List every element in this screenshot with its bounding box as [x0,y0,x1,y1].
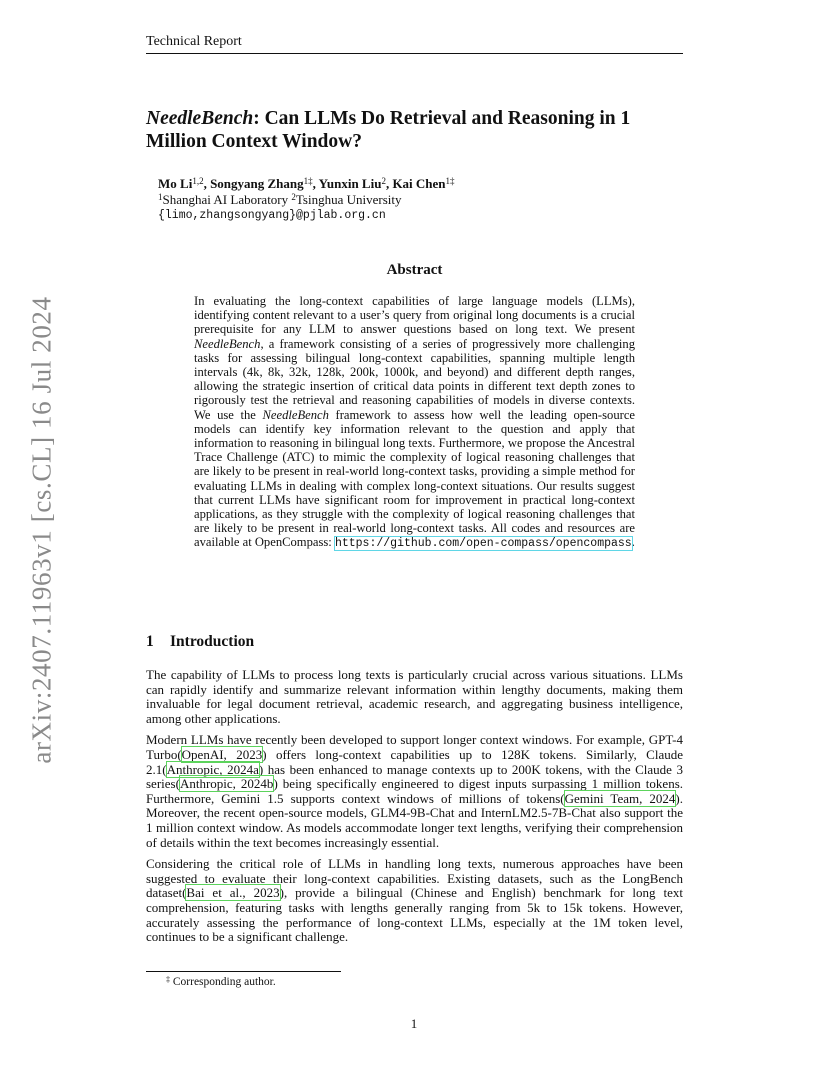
title-emph: NeedleBench [146,108,254,129]
citation-link[interactable]: Gemini Team, 2024 [564,790,676,806]
author-email: {limo,zhangsongyang}@pjlab.org.cn [158,209,386,222]
abstract-body [194,294,635,552]
abstract-emph: NeedleBench [194,336,261,351]
paper-title [146,107,691,153]
author-affil-mark: 1‡ [303,176,313,186]
author-affil-mark: 1‡ [445,176,455,186]
affiliation-1: Shanghai AI Laboratory [162,192,292,207]
intro-paragraph-3 [146,857,683,945]
section-number: 1 [146,633,154,650]
abstract-text: . [631,535,635,550]
citation-link[interactable]: Anthropic, 2024b [179,776,274,792]
section-heading [146,633,683,651]
header-rule [146,53,683,54]
intro-paragraph-1: The capability of LLMs to process long texts is particularly crucial across various situations. LLMs can rapidly identify and summarize relevant information within lengthy documents, making them invaluable for legal document retrieval, academic research, and aggregating business intelligence, among other applications. [146,667,683,726]
repo-link[interactable]: https://github.com/open-compass/opencompass [334,537,632,551]
affil-mark: 2 [291,192,296,202]
arxiv-id: arXiv:2407.11963v1 [cs.CL] 16 Jul 2024 [26,296,57,764]
author-name: Yunxin Liu [318,176,382,191]
intro-text: ) offers long-context capabilities up to 128K tokens. Similarly, Claude 2.1( [146,746,683,777]
abstract-text: framework to assess how well the leading open-source models can identify key information relevant to the question and apply that information to reasoning in bilingual long texts. Furthermore, we propose the Ancestral Trace Challenge (ATC) to mimic the complexity of logical reasoning challenges that are likely to be present in real-world long-context tasks, providing a simple method for evaluating LLMs in dealing with complex long-context situations. Our results suggest that current LLMs have significant room for improvement in practical long-context applications, as they struggle with the complexity of logical reasoning challenges that are likely to be present in real-world long-context tasks. All codes and resources are available at OpenCompass: [194,407,635,550]
abstract-text: , a framework consisting of a series of progressively more challenging tasks for assessing bilingual long-context capabilities, spanning multiple length intervals (4k, 8k, 32k, 128k, 200k, 1000k, and beyond) and different depth ranges, allowing the strategic insertion of critical data points in different text depth zones to rigorously test the retrieval and reasoning capabilities of models in diverse contexts. We use the [194,336,635,422]
author-affil-mark: 1,2 [192,176,204,186]
author-block [158,176,658,224]
abstract-emph: NeedleBench [262,407,329,422]
page-number [0,1016,828,1032]
affil-mark: 1 [158,192,163,202]
affiliation-2: Tsinghua University [295,192,402,207]
footnote-rule [146,971,341,972]
intro-paragraph-2 [146,733,683,850]
title-rest: : Can LLMs Do Retrieval and Reasoning in 1 Million Context Window? [146,108,631,152]
author-name: Mo Li [158,176,193,191]
author-names: Mo Li$^{1,2}$, Songyang Zhang$^{1\ddagger}$, Yunxin Liu$^2$, Kai Chen$^{1\ddagger}$ [158,176,455,191]
citation-link[interactable]: OpenAI, 2023 [181,746,263,762]
intro-text: Modern LLMs have recently been developed to support longer context windows. For example, GPT-4 Turbo( [146,732,683,762]
author-affil-mark: 2 [381,176,386,186]
section-title: Introduction [170,633,255,650]
abstract-text: In evaluating the long-context capabilities of large language models (LLMs), identifying content relevant to a user’s query from original long documents is a crucial prerequisite for any LLM to answer questions based on long text. We present [194,294,635,337]
citation-link[interactable]: Bai et al., 2023 [186,885,280,901]
page-number-text: 1 [410,1016,418,1031]
running-header-text: Technical Report [146,34,242,49]
footnote [166,976,276,988]
intro-text: ). Moreover, the recent open-source models, GLM4-9B-Chat and InternLM2.5-7B-Chat also support the 1 million context window. As models accommodate longer text lengths, verifying their comprehension of details within the text becomes increasingly essential. [146,790,683,850]
footnote-text: Corresponding author. [170,976,276,988]
intro-text: ) being specifically engineered to digest inputs surpassing 1 million tokens. Furthermore, Gemini 1.5 supports context windows of millions of tokens( [146,776,683,806]
author-name: Kai Chen [392,176,446,191]
abstract-heading: Abstract [386,262,443,278]
intro-body [146,668,683,952]
footnote-mark: ‡ [166,975,170,984]
citation-link[interactable]: Anthropic, 2024a [166,761,259,777]
intro-text: Considering the critical role of LLMs in handling long texts, numerous approaches have been suggested to evaluate their long-context capabilities. Existing datasets, such as the LongBench dataset( [146,856,683,901]
affiliations [158,192,658,208]
intro-text: ), provide a bilingual (Chinese and English) benchmark for long text comprehension, featuring tasks with lengths generally ranging from 5k to 15k tokens. However, accurately assessing the performance of long-context LLMs, especially at the 1M token level, continues to be a significant challenge. [146,885,683,945]
author-name: Songyang Zhang [210,176,304,191]
intro-text: ) has been enhanced to manage contexts up to 200K tokens, with the Claude 3 series( [146,761,683,792]
running-header [146,34,683,54]
